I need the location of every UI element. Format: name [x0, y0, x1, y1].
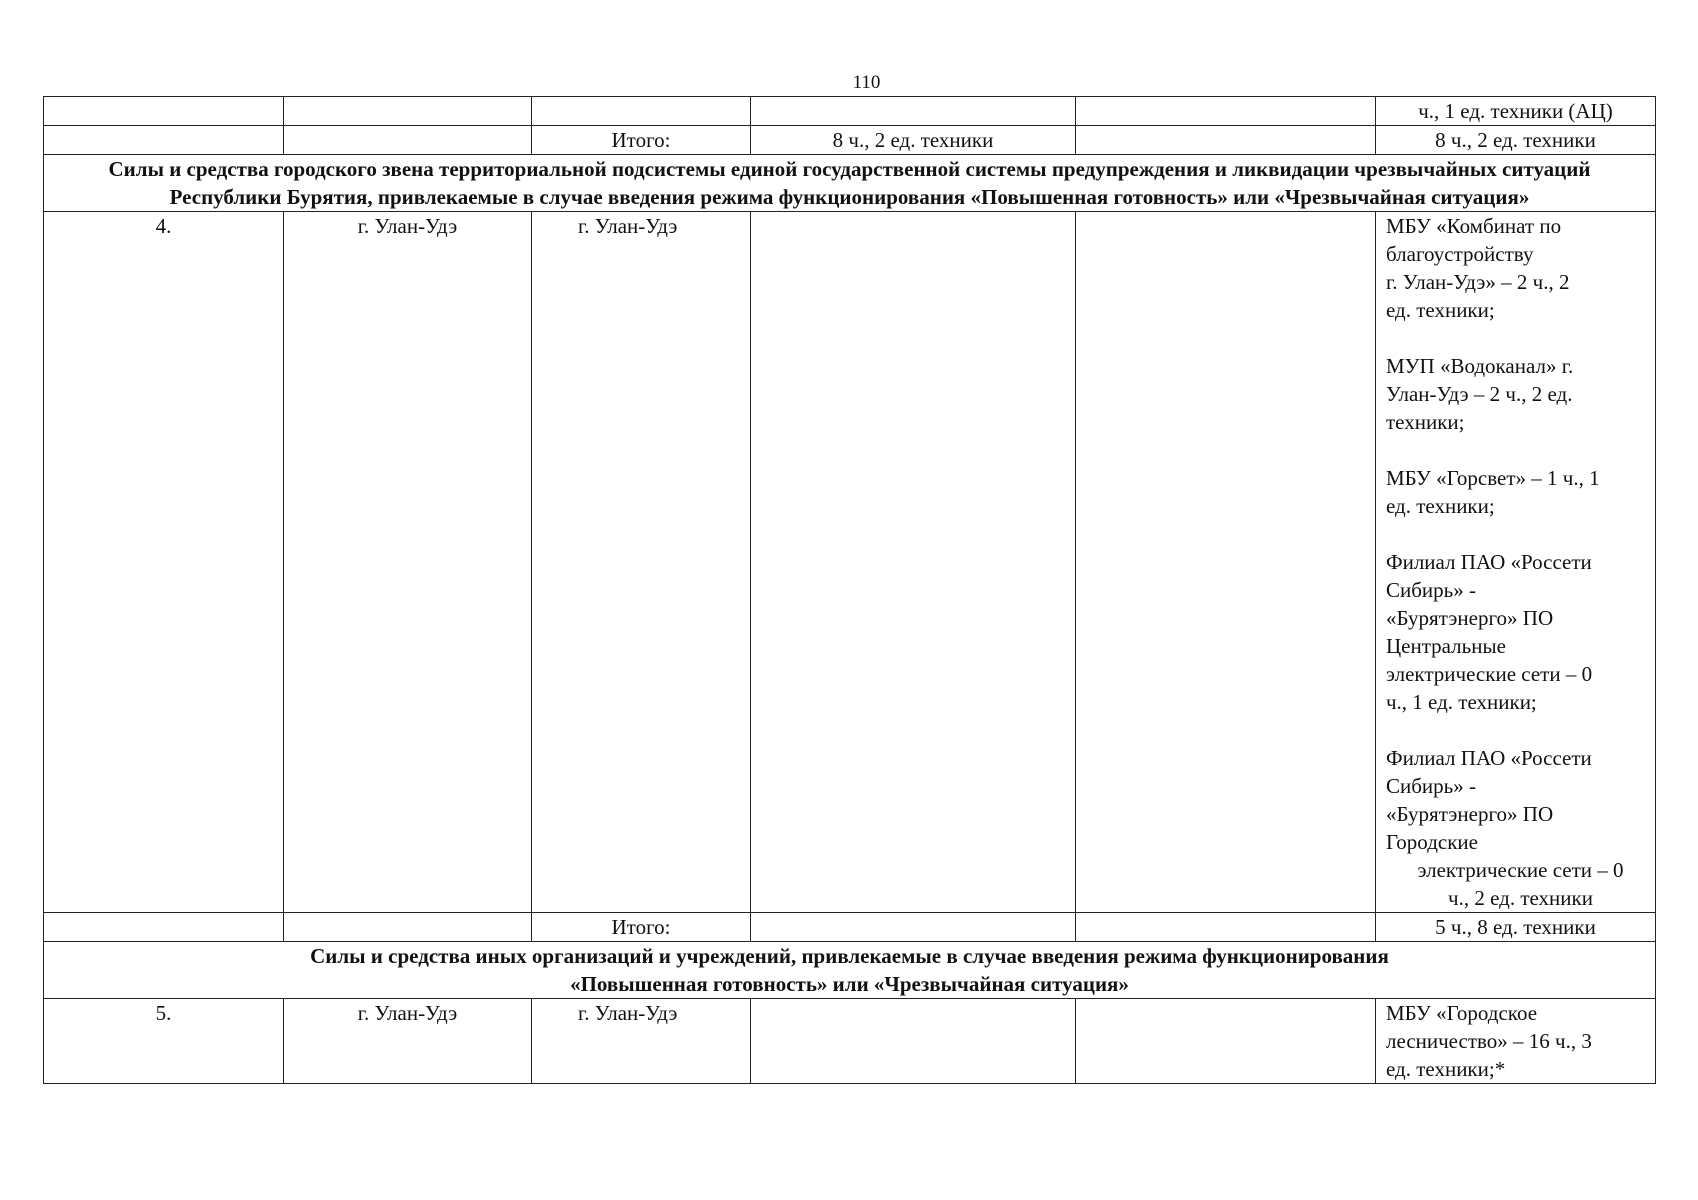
entry-orgs-list [1376, 212, 1656, 913]
org-item: МБУ «Комбинат по благоустройству г. Улан-Удэ» – 2 ч., 2 ед. техники; [1386, 214, 1570, 322]
entry-settlement: г. Улан-Удэ [532, 999, 751, 1084]
org-item: Филиал ПАО «Россети Сибирь» - «Бурятэнерго» ПО Центральные электрические сети – 0 ч., 1 ед. техники; [1386, 550, 1593, 714]
org-item: МУП «Водоканал» г. Улан-Удэ – 2 ч., 2 ед. техники; [1386, 354, 1574, 434]
table-row-total [44, 126, 1656, 155]
section-header-row [44, 942, 1656, 999]
cell-num [44, 97, 284, 126]
section-title-line: Силы и средства иных организаций и учреждений, привлекаемые в случае введения режима функционирования [310, 944, 1389, 968]
total-orgs: 5 ч., 8 ед. техники [1376, 913, 1656, 942]
cell-orgs: ч., 1 ед. техники (АЦ) [1376, 97, 1656, 126]
org-item: Филиал ПАО «Россети Сибирь» - «Бурятэнерго» ПО Городские [1386, 746, 1592, 854]
cell-settlement [532, 97, 751, 126]
entry-orgs-list: МБУ «Городское лесничество» – 16 ч., 3 ед. техники;* [1376, 999, 1656, 1084]
total-col4: 8 ч., 2 ед. техники [751, 126, 1076, 155]
section-title-line: «Повышенная готовность» или «Чрезвычайная ситуация» [570, 972, 1129, 996]
table-row-entry-5 [44, 999, 1656, 1084]
entry-number: 4. [44, 212, 284, 913]
total-label: Итого: [532, 913, 751, 942]
cell-col5 [1076, 97, 1376, 126]
section-title-other [44, 942, 1656, 999]
cell-district [284, 97, 532, 126]
section-header-row [44, 155, 1656, 212]
section-title-city: Силы и средства городского звена территориальной подсистемы единой государственной системы предупреждения и ликвидации чрезвычайных ситуаций Республики Бурятия, привлекаемые в случае введения режима функционирования «Повышенная готовность» или «Чрезвычайная ситуация» [44, 155, 1656, 212]
entry-settlement: г. Улан-Удэ [532, 212, 751, 913]
forces-table [43, 96, 1656, 1084]
table-row-continued [44, 97, 1656, 126]
total-label: Итого: [532, 126, 751, 155]
entry-district: г. Улан-Удэ [284, 212, 532, 913]
org-item: МБУ «Горсвет» – 1 ч., 1 ед. техники; [1386, 466, 1600, 518]
table-row-total [44, 913, 1656, 942]
org-item: электрические сети – 0 ч., 2 ед. техники [1417, 858, 1624, 910]
entry-district: г. Улан-Удэ [284, 999, 532, 1084]
page-number: 110 [852, 72, 881, 93]
total-orgs: 8 ч., 2 ед. техники [1376, 126, 1656, 155]
entry-number: 5. [44, 999, 284, 1084]
cell-col4 [751, 97, 1076, 126]
table-row-entry-4 [44, 212, 1656, 913]
